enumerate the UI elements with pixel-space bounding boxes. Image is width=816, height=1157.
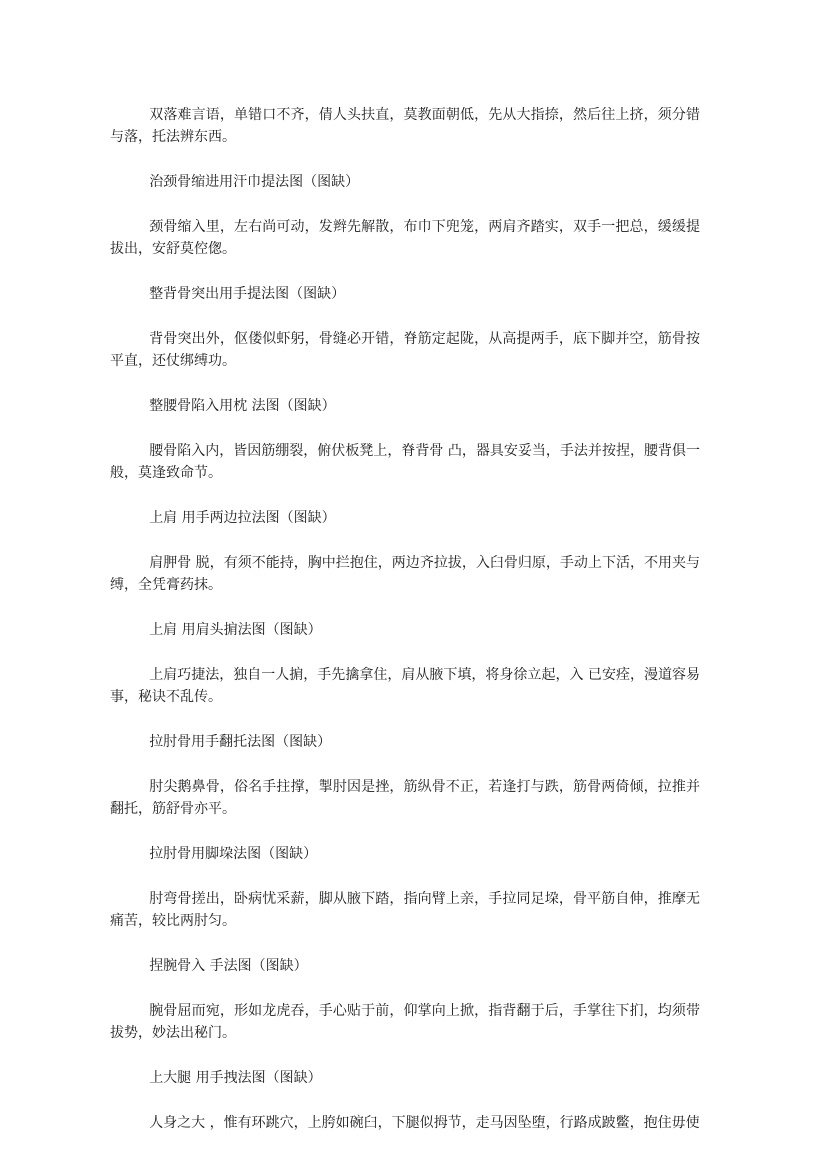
document-page (110, 104, 700, 1157)
paragraph: 肘弯骨搓出，卧病忧采薪，脚从腋下踏，指向臂上亲，手拉同足垜，骨平筋自伸，推摩无痛苦，较比两肘匀。 (110, 891, 700, 929)
section-heading: 捏腕骨入 手法图（图缺） (149, 958, 308, 974)
section-heading: 拉肘骨用脚垜法图（图缺） (149, 846, 318, 862)
section-heading: 治颈骨缩进用汗巾提法图（图缺） (149, 174, 360, 190)
section-heading: 上肩 用手两边拉法图（图缺） (149, 510, 336, 526)
section-heading: 上肩 用肩头掮法图（图缺） (149, 622, 322, 638)
section-heading: 上大腿 用手拽法图（图缺） (149, 1070, 322, 1086)
paragraph: 腰骨陷入内，皆因筋绷裂，俯伏板凳上，脊背骨 凸，器具安妥当，手法并按捏，腰背俱一般，莫逢致命节。 (110, 443, 700, 481)
section-heading: 整背骨突出用手提法图（图缺） (149, 286, 346, 302)
paragraph: 腕骨屈而宛，形如龙虎吞，手心贴于前，仰掌向上掀，指背翻于后，手掌往下扪，均须带拔势，妙法出秘门。 (110, 1003, 700, 1041)
paragraph: 双落难言语，单错口不齐，倩人头扶直，莫教面朝低，先从大指捺，然后往上挤，须分错与落，托法辨东西。 (110, 107, 700, 145)
paragraph: 颈骨缩入里，左右尚可动，发辫先解散，布巾下兜笼，两肩齐踏实，双手一把总，缓缓提拔出，安舒莫倥偬。 (110, 219, 700, 257)
section-heading: 拉肘骨用手翻托法图（图缺） (149, 734, 332, 750)
paragraph: 背骨突出外，伛偻似虾躬，骨缝必开错，脊筋定起陇，从高提两手，底下脚并空，筋骨按平直，还仗绑缚功。 (110, 331, 700, 369)
paragraph: 肘尖鹅鼻骨，俗名手拄撑，掣肘因是挫，筋纵骨不正，若逢打与跌，筋骨两倚倾，拉推并翻托，筋舒骨亦平。 (110, 779, 700, 817)
section-heading: 整腰骨陷入用枕 法图（图缺） (149, 398, 336, 414)
paragraph: 上肩巧捷法，独自一人掮，手先擒拿住，肩从腋下填，将身徐立起，入 已安痊，漫道容易事，秘诀不乱传。 (110, 667, 700, 705)
paragraph: 人身之大 ，惟有环跳穴，上胯如碗臼，下腿似拇节，走马因坠堕，行路成跛鳖，抱住毋使 (149, 1115, 700, 1131)
paragraph: 肩胛骨 脱，有须不能持，胸中拦抱住，两边齐拉拔，入臼骨归原，手动上下活，不用夹与缚，全凭膏药抹。 (110, 555, 700, 593)
